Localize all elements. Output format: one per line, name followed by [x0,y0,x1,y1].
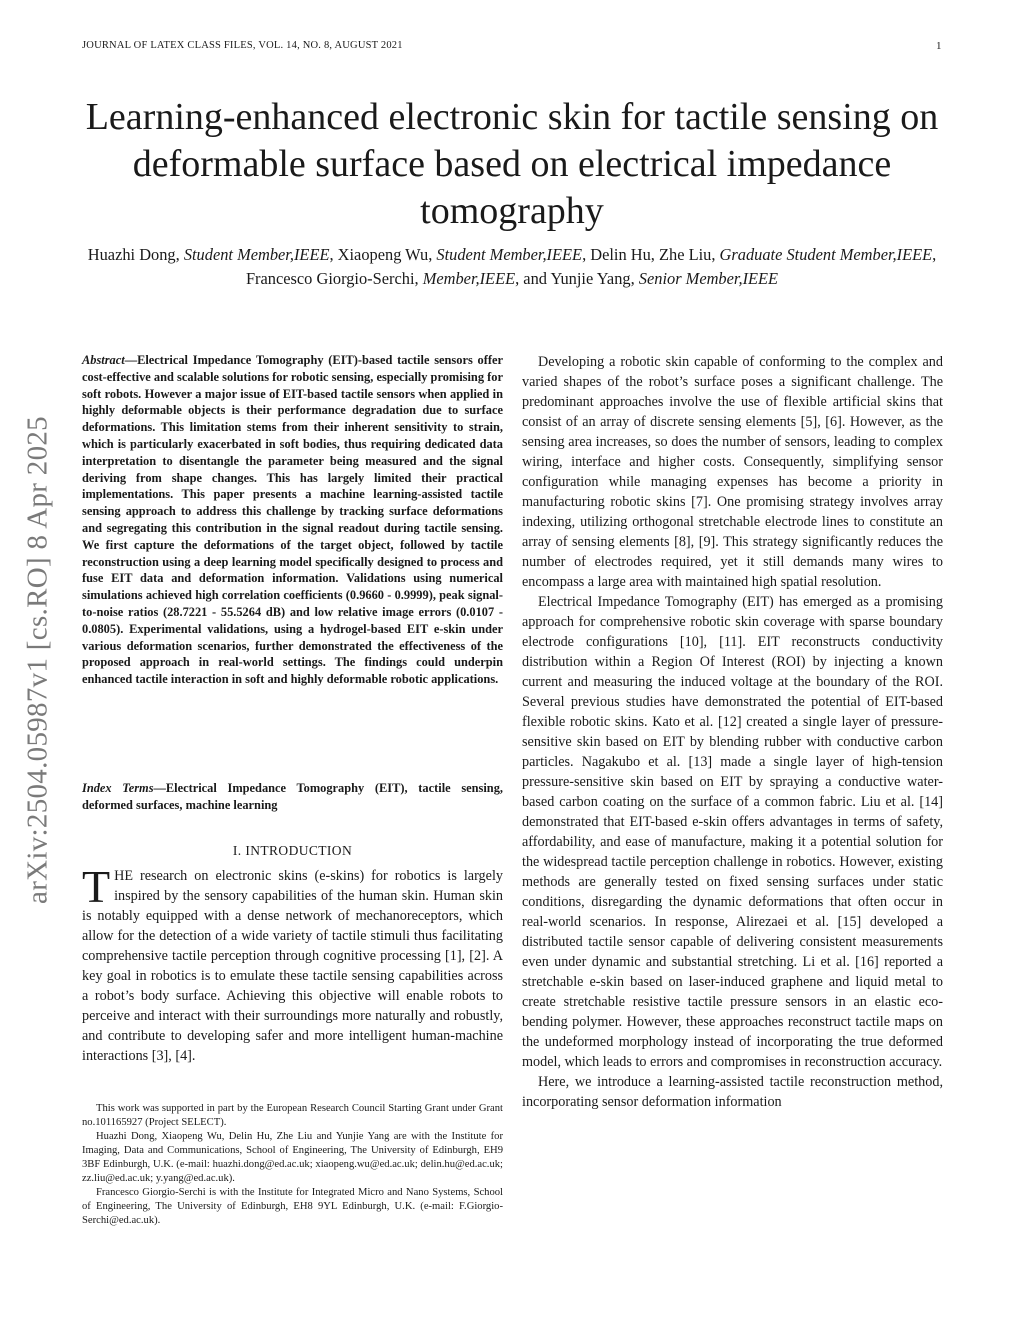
body-paragraph: Developing a robotic skin capable of conforming to the complex and varied shapes of the robot’s surface poses a significant challenge. The predominant approaches involve the use of flexible artificial skins that consist of an array of discrete sensing elements [5], [6]. However, as the sensing area increases, so does the number of sensors, leading to complex wiring, interface and higher costs. Consequently, simplifying sensor configuration while managing expenses has become a priority in manufacturing robotic skins [7]. One promising strategy involves array indexing, utilizing orthogonal stretchable electrode lines to constitute an array of sensing elements [8], [9]. This strategy significantly reduces the number of electrodes required, yet it still demands many wires to encompass a large area with maintained high spatial resolution. [522,354,943,590]
author-name: , Francesco Giorgio-Serchi, [245,245,937,288]
page-number: 1 [936,40,942,52]
footnote-affiliation-2: Francesco Giorgio-Serchi is with the Institute for Integrated Micro and Nano Systems, School of Engineering, The University of Edinburgh, EH8 9YL Edinburgh, U.K. (e-mail: F.Giorgio-Serchi@ed.ac.uk). [82,1187,503,1226]
section-heading: I. INTRODUCTION [232,843,353,858]
author-list [80,243,944,291]
author-name: , and Yunjie Yang, [515,269,639,288]
abstract-text: —Electrical Impedance Tomography (EIT)-based tactile sensors offer cost-effective and scalable solutions for robotic sensing, especially promising for soft robots. However a major issue of EIT-based tactile sensors when applied in highly deformable objects is their performance degradation due to surface deformations. This limitation stems from their inherent sensitivity to strain, which is particularly exacerbated in soft bodies, thus requiring dedicated data interpretation to disentangle the parameter being measured and the signal deriving from shape changes. This has largely limited their practical implementations. This paper presents a machine learning-assisted tactile sensing approach to address this challenge by tracking surface deformations and segregating this contribution in the signal readout during tactile sensing. We first capture the deformations of the target object, followed by tactile reconstruction using a deep learning model specifically designed to process and fuse EIT data and deformation information. Validations using numerical simulations achieved high correlation coefficients (0.9660 - 0.9999), peak signal-to-noise ratios (28.7221 - 55.5264 dB) and low relative image errors (0.0107 - 0.0805). Experimental validations, using a hydrogel-based EIT e-skin under various deformation scenarios, further demonstrated the effectiveness of the proposed approach in real-world settings. The findings could underpin enhanced tactile interaction in soft and highly deformable robotic applications. [82,353,503,687]
drop-cap: T [82,861,111,912]
running-head: JOURNAL OF LATEX CLASS FILES, VOL. 14, NO. 8, AUGUST 2021 [82,40,403,51]
right-column-body [522,352,943,1112]
footnote-affiliation-1: Huazhi Dong, Xiaopeng Wu, Delin Hu, Zhe Liu and Yunjie Yang are with the Institute for Imaging, Data and Communications, School of Engineering, The University of Edinburgh, EH9 3BF Edinburgh, U.K. (e-mail: huazhi.dong@ed.ac.uk; xiaopeng.wu@ed.ac.uk; delin.hu@ed.ac.uk; zz.liu@ed.ac.uk; y.yang@ed.ac.uk). [82,1131,503,1184]
author-name: , Xiaopeng Wu, [329,245,437,264]
author-role: Student Member,IEEE [183,245,330,264]
introduction-body [82,861,503,1066]
body-paragraph: Here, we introduce a learning-assisted tactile reconstruction method, incorporating sensor deformation information [522,1074,943,1110]
author-role: Student Member,IEEE [436,245,583,264]
index-terms-label: Index Terms [82,781,154,795]
paper-title: Learning-enhanced electronic skin for tactile sensing on deformable surface based on electrical impedance tomography [85,96,939,232]
body-paragraph: Electrical Impedance Tomography (EIT) has emerged as a promising approach for comprehensive robotic skin coverage with sparse boundary electrode configurations [10], [11]. EIT reconstructs conductivity distribution within a Region Of Interest (ROI) by injecting a known current and measuring the induced voltage at the boundary of the ROI. Several previous studies have demonstrated the potential of EIT-based flexible robotic skins. Kato et al. [12] created a single layer of pressure-sensitive skin based on EIT by blending rubber with conductive carbon particles. Nagakubo et al. [13] made a single layer of high-tension pressure-sensitive skin based on EIT by spraying a conductive water-based carbon coating on the surface of a common fabric. Liu et al. [14] demonstrated that EIT-based e-skin offers advantages in terms of safety, affordability, and ease of manufacture, making it a potential solution for the widespread tactile perception challenge in robotics. However, existing methods are generally tested on fixed sensing surfaces under static conditions, disregarding the dynamic deformations that often occur in real-world scenarios. In response, Alirezaei et al. [15] developed a distributed tactile sensor capable of delivering consistent measurements even under dynamic and substantial stretching. Li et al. [16] reported a stretchable e-skin based on laser-induced graphene and liquid metal to create stretchable resistive tactile pressure sensors in an elastic eco-bending polymer. However, these approaches reconstruct tactile maps on the undeformed morphology instead of incorporating the true deformed model, which leads to errors and compromises in reconstruction accuracy. [522,594,943,1070]
arxiv-identifier: arXiv:2504.05987v1 [cs.RO] 8 Apr 2025 [21,416,54,904]
abstract-label: Abstract [82,353,125,367]
author-role: Graduate Student Member,IEEE [719,245,933,264]
index-terms [82,780,503,814]
intro-text: HE research on electronic skins (e-skins) for robotics is largely inspired by the sensory capabilities of the human skin. Human skin is notably equipped with a dense network of mechanoreceptors, which allow for the detection of a wide variety of tactile stimuli thus facilitating comprehensive tactile perception through cognitive processing [1], [2]. A key goal in robotics is to emulate these tactile sensing capabilities across a robot’s body surface. Achieving this objective will enable robots to perceive and interact with their surroundings more naturally and robustly, and contribute to developing safer and more intelligent human-machine interactions [3], [4]. [82,868,503,1064]
index-terms-text: —Electrical Impedance Tomography (EIT), tactile sensing, deformed surfaces, machine learning [82,781,503,812]
author-role: Member,IEEE [422,269,516,288]
author-name: Huazhi Dong, [87,245,184,264]
intro-paragraph [82,861,503,1066]
footnote-funding: This work was supported in part by the European Research Council Starting Grant under Grant no.101165927 (Project SELECT). [82,1103,503,1128]
author-role: Senior Member,IEEE [638,269,779,288]
footnotes [82,1102,503,1228]
arxiv-side-stamp [20,360,56,960]
abstract [82,352,503,688]
author-name: , Delin Hu, Zhe Liu, [582,245,720,264]
